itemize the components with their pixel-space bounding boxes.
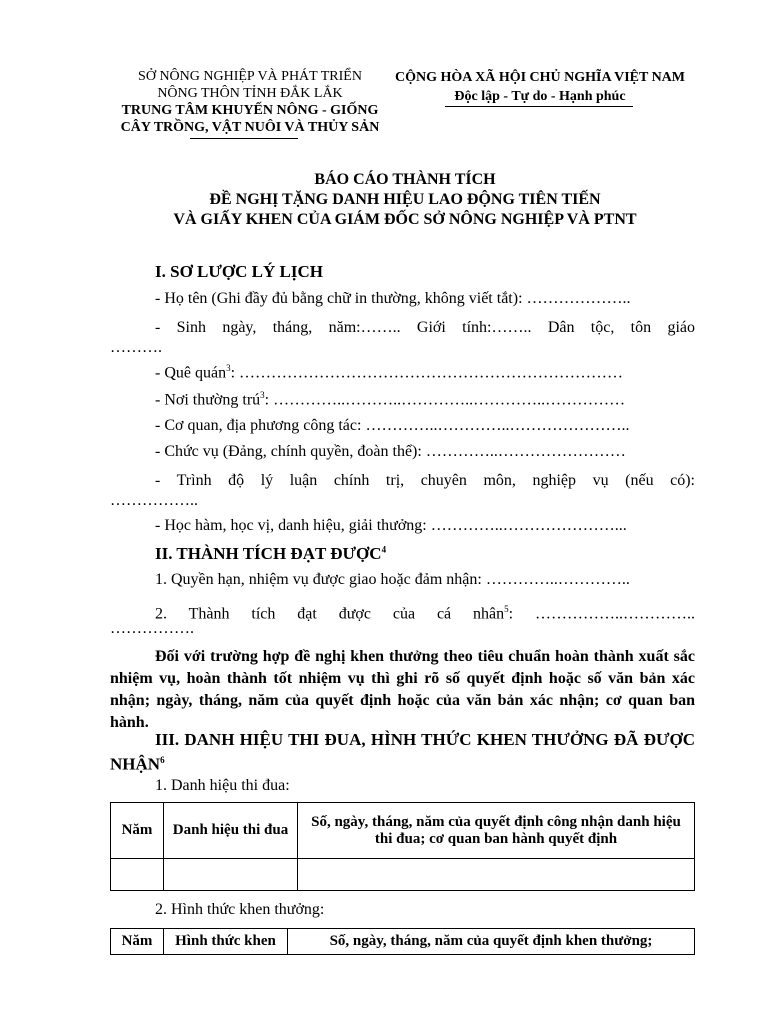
table-header-row	[111, 803, 695, 859]
title-line-3: VÀ GIẤY KHEN CỦA GIÁM ĐỐC SỞ NÔNG NGHIỆP VÀ PTNT	[173, 211, 637, 228]
note-paragraph: Đối với trường hợp đề nghị khen thưởng theo tiêu chuẩn hoàn thành xuất sắc nhiệm vụ, hoàn thành tốt nhiệm vụ thì ghi rõ số quyết định hoặc số văn bản xác nhận; ngày, tháng, năm của quyết định hoặc của văn bản xác nhận; cơ quan ban hành.	[110, 648, 695, 731]
nation-motto: Độc lập - Tự do - Hạnh phúc	[454, 89, 626, 104]
col-nam: Năm	[111, 803, 164, 859]
footnote-ref: 3	[226, 363, 231, 373]
col-quyet-dinh: Số, ngày, tháng, năm của quyết định công nhận danh hiệu thi đua; cơ quan ban hành quyết định	[298, 803, 695, 859]
section-2-heading	[155, 544, 386, 564]
field-ho-ten: - Họ tên (Ghi đầy đủ bằng chữ in thường, không viết tắt): ………………..	[155, 290, 631, 307]
title-line-2: ĐỀ NGHỊ TẶNG DANH HIỆU LAO ĐỘNG TIÊN TIẾN	[209, 191, 601, 208]
noi-thuong-tru-label: - Nơi thường trú	[155, 391, 261, 409]
org-underline	[190, 138, 298, 139]
que-quan-dots: : ………………………………………………………………	[230, 364, 624, 382]
document-title	[100, 170, 710, 230]
section-3-title: III. DANH HIỆU THI ĐUA, HÌNH THỨC KHEN THƯỞNG ĐÃ ĐƯỢC NHẬN	[110, 730, 695, 774]
sub-danh-hieu: 1. Danh hiệu thi đua:	[155, 777, 290, 794]
table-cell	[164, 859, 298, 891]
thanh-tich-dots: : ……………..…………..	[508, 605, 695, 623]
table-cell	[111, 859, 164, 891]
item-quyen-han: 1. Quyền hạn, nhiệm vụ được giao hoặc đảm nhận: …………..…………..	[155, 571, 630, 588]
footnote-ref: 3	[260, 390, 265, 400]
field-trinh-do: - Trình độ lý luận chính trị, chuyên môn, nghiệp vụ (nếu có):	[155, 472, 695, 489]
org-header	[100, 68, 400, 136]
field-sinh-ngay: - Sinh ngày, tháng, năm:…….. Giới tính:…….. Dân tộc, tôn giáo	[155, 319, 695, 336]
table-danh-hieu	[110, 802, 695, 891]
field-co-quan: - Cơ quan, địa phương công tác: …………..…………..…………………..	[155, 417, 630, 434]
section-1-heading: I. SƠ LƯỢC LÝ LỊCH	[155, 262, 323, 281]
noi-thuong-tru-dots: : …………..………..…………..…………..……………	[264, 391, 626, 409]
footnote-ref: 4	[381, 544, 387, 555]
section-2-title: II. THÀNH TÍCH ĐẠT ĐƯỢC	[155, 544, 382, 563]
nation-header	[380, 68, 700, 106]
item-thanh-tich-cont: …………….	[110, 620, 194, 637]
field-noi-thuong-tru	[155, 390, 625, 409]
field-chuc-vu: - Chức vụ (Đảng, chính quyền, đoàn thể): …………..……………………	[155, 443, 626, 460]
table-header-row	[111, 929, 695, 955]
org-line-1: SỞ NÔNG NGHIỆP VÀ PHÁT TRIỂN	[138, 69, 362, 84]
field-que-quan	[155, 363, 623, 382]
org-line-2: NÔNG THÔN TỈNH ĐẮK LẮK	[157, 86, 343, 101]
nation-line-1: CỘNG HÒA XÃ HỘI CHỦ NGHĨA VIỆT NAM	[394, 70, 685, 85]
field-hoc-ham: - Học hàm, học vị, danh hiệu, giải thưởng: …………..…………………...	[155, 517, 627, 534]
sub-hinh-thuc: 2. Hình thức khen thưởng:	[155, 901, 325, 918]
table-cell	[298, 859, 695, 891]
footnote-ref: 5	[504, 604, 509, 614]
col-hinh-thuc: Hình thức khen	[164, 929, 288, 955]
col-quyet-dinh: Số, ngày, tháng, năm của quyết định khen thưởng;	[288, 929, 695, 955]
table-hinh-thuc	[110, 928, 695, 955]
section-3-heading	[110, 730, 695, 775]
org-line-3: TRUNG TÂM KHUYẾN NÔNG - GIỐNG	[121, 103, 379, 118]
title-line-1: BÁO CÁO THÀNH TÍCH	[314, 171, 496, 188]
item-thanh-tich	[155, 598, 695, 625]
org-line-4: CÂY TRỒNG, VẬT NUÔI VÀ THỦY SẢN	[120, 120, 380, 135]
field-sinh-ngay-cont: ……….	[110, 339, 162, 356]
que-quan-label: - Quê quán	[155, 364, 227, 382]
motto-underline	[445, 106, 633, 107]
field-trinh-do-cont: ……………..	[110, 492, 198, 509]
table-row	[111, 859, 695, 891]
col-danh-hieu: Danh hiệu thi đua	[164, 803, 298, 859]
footnote-ref: 6	[160, 755, 165, 765]
col-nam: Năm	[111, 929, 164, 955]
thanh-tich-label: 2. Thành tích đạt được của cá nhân	[155, 605, 505, 623]
